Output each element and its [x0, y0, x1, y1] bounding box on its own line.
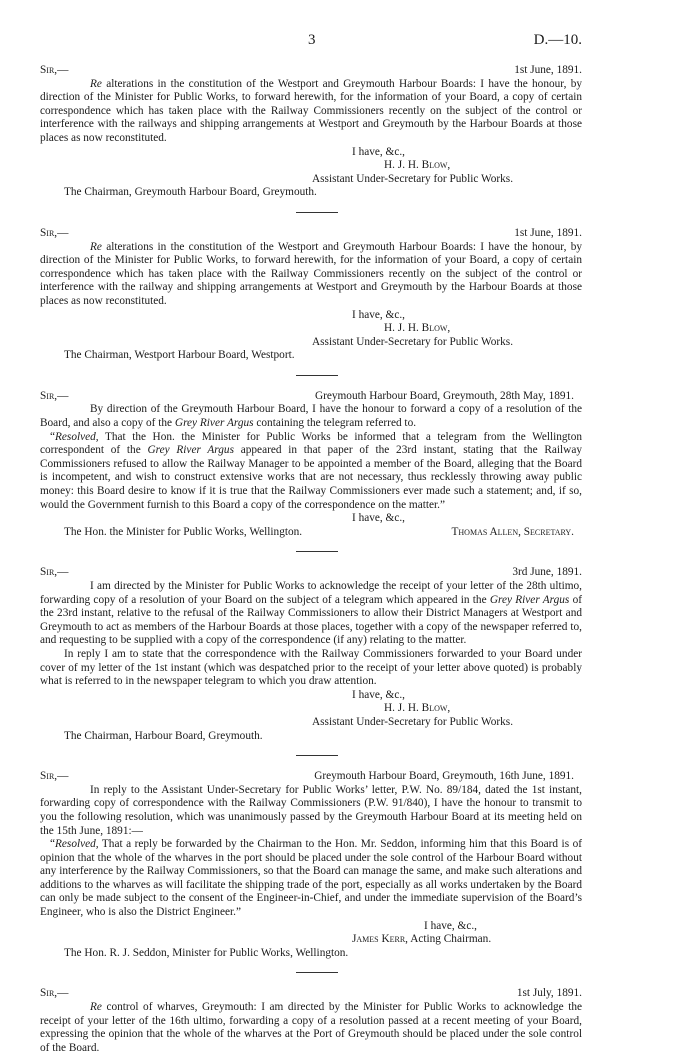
addressee-signature-line — [40, 526, 582, 540]
signature: H. J. H. Blow, — [384, 322, 451, 335]
letter-1 — [40, 64, 582, 200]
letter-body-text: alterations in the constitution of the Westport and Greymouth Harbour Boards: I have the honour, by direction of the Minister for Public Works, to forward herewith, for the information of your Board, a copy of certain correspondence which has taken place with the Railway Commissioners recently on the subject of the control or interference with the railways and shipping arrangements at Westport and Greymouth by the Harbour Boards at those places as now reconstituted. — [40, 77, 582, 144]
page-number: 3 — [308, 32, 316, 48]
salutation: Sir,— — [40, 566, 69, 579]
letter-body-text: In reply I am to state that the correspondence with the Railway Commissioners forwarded to your Board under cover of my letter of the 1st instant (which was despatched prior to the receipt of your letter above quoted) is probably what is referred to in the newspaper telegram to which you draw attention. — [40, 647, 582, 688]
letter-date: 1st June, 1891. — [514, 64, 582, 76]
letter-date: 1st July, 1891. — [516, 987, 582, 1000]
addressee: The Chairman, Greymouth Harbour Board, Greymouth. — [64, 186, 317, 199]
letter-3 — [40, 390, 582, 540]
letter-2 — [40, 227, 582, 363]
signature-role: Acting Chairman. — [408, 933, 492, 946]
letter-body — [40, 1001, 582, 1055]
closing: I have, &c., — [352, 145, 406, 158]
letter-body-text: I am directed by the Minister for Public Works to acknowledge the receipt of your letter of the 28th ultimo, forwarding copy of a resolution of your Board on the subject of a telegram which appeared in the — [40, 580, 582, 606]
signature: H. J. H. Blow, — [384, 159, 451, 172]
re-label: Re — [90, 1001, 102, 1014]
closing: I have, &c., — [352, 688, 406, 701]
quote-text: That a reply be forwarded by the Chairman to the Hon. Mr. Seddon, informing him that this Board is of opinion that the whole of the wharves in the port should be placed under the sole control of the Harbour Board without any interference by the Railway Commissioners, so that the Board can manage the same, and make such alterations and additions to the wharves as will facilitate the shipping trade of the port, especially as all works undertaken by the Board can only be made subject to the consent of the Engineer-in-Chief, and under the immediate supervision of the Board’s Engineer, who is also the District Engineer.” — [40, 838, 582, 919]
letter-body — [40, 580, 582, 648]
salutation: Sir,— — [40, 987, 69, 1000]
closing: I have, &c., — [424, 919, 478, 932]
letter-body-text: control of wharves, Greymouth: I am directed by the Minister for Public Works to acknowledge the receipt of your letter of the 16th ultimo, forwarding a copy of a resolution passed at a recent meeting of your Board, expressing the opinion that the whole of the wharves at the Port of Greymouth should be placed under the sole control of the Board. — [40, 1001, 582, 1054]
signature-title: Assistant Under-Secretary for Public Works. — [312, 172, 514, 185]
page-header — [0, 34, 700, 50]
signature-title: Assistant Under-Secretary for Public Works. — [312, 715, 514, 728]
letter-4 — [40, 566, 582, 743]
salutation: Sir,— — [40, 226, 69, 239]
quote-text: appeared in that paper of the 23rd instant, stating that the Railway Commissioners refused to allow the Railway Manager to be appointed a member of the Board, alleging that the Board is incompetent, and wish to construct extensive works that are not necessary, thus recklessly throwing away public money: this Board desire to know if it is true that the Railway Commissioners ever made such a statement; and, if so, would the Government furnish to this Board a copy of the correspondence on the matter.” — [40, 444, 582, 511]
letter-body-text: alterations in the constitution of the Westport and Greymouth Harbour Boards: I have the honour, by direction of the Minister for Public Works, to forward herewith, for the information of your Board, a copy of certain correspondence which has taken place with the Railway Commissioners recently on the subject of the control or interference with the railway and shipping arrangements at Westport and Greymouth by the Harbour Boards at those places as now reconstituted. — [40, 240, 582, 307]
letter-body-text: containing the telegram referred to. — [253, 417, 417, 430]
resolution-quote: “Resolved, That the Hon. the Minister for Public Works be informed that a telegram from the Wellington correspondent of the Grey River Argus appeared in that paper of the 23rd instant, stating that the Railway Commissioners refused to allow the Railway Manager to be appointed a member of the Board, alleging that the Board is incompetent, and wish to construct extensive works that are not necessary, thus recklessly throwing away public money: this Board desire to know if it is true that the Railway Commissioners ever made such a statement; and, if so, would the Government furnish to this Board a copy of the correspondence on the matter.” — [40, 430, 582, 511]
resolved-label: Resolved, — [55, 838, 99, 851]
addressee: The Chairman, Westport Harbour Board, Westport. — [64, 349, 295, 362]
letter-date: 3rd June, 1891. — [512, 566, 582, 579]
addressee: The Chairman, Harbour Board, Greymouth. — [64, 729, 263, 742]
newspaper-title: Grey River Argus — [174, 417, 254, 430]
newspaper-title: Grey River Argus — [489, 593, 570, 606]
section-divider — [296, 375, 338, 376]
signature: H. J. H. Blow, — [384, 702, 451, 715]
letter-body — [40, 648, 582, 689]
document-body — [40, 64, 582, 1055]
letter-date: 1st June, 1891. — [514, 226, 582, 239]
addressee: The Hon. R. J. Seddon, Minister for Public Works, Wellington. — [64, 946, 349, 959]
section-divider — [296, 972, 338, 973]
letter-body — [40, 403, 582, 430]
signature — [40, 933, 582, 947]
closing: I have, &c., — [352, 512, 406, 525]
signature-name: James Kerr, — [352, 933, 408, 946]
signature: Thomas Allen, Secretary. — [451, 525, 574, 538]
document-series-code: D.—10. — [533, 32, 582, 48]
signature-title: Assistant Under-Secretary for Public Works. — [312, 335, 514, 348]
letter-body-text: of the 23rd instant, relative to the refusal of the Railway Commissioners to allow their District Managers at Westport and Greymouth to act as members of the Harbour Boards at those places, together with a copy of the newspaper referred to, and requesting to be supplied with a copy of the correspondence (if any) relating to the matter. — [40, 593, 582, 647]
closing: I have, &c., — [352, 308, 406, 321]
section-divider — [296, 212, 338, 213]
salutation: Sir,— — [40, 389, 69, 402]
letter-date: Greymouth Harbour Board, Greymouth, 16th June, 1891. — [314, 770, 574, 783]
section-divider — [296, 551, 338, 552]
quote-text: That the Hon. the Minister for Public Works be informed that a telegram from the Wellington correspondent of the — [40, 430, 582, 457]
letter-body: In reply to the Assistant Under-Secretary for Public Works’ letter, P.W. No. 89/184, dated the 1st instant, forwarding copy of correspondence with the Railway Commissioners (P.W. 91/840), I have the honour to transmit to you the following resolution, which was unanimously passed by the Greymouth Harbour Board at its meeting held on the 15th June, 1891:— — [40, 783, 582, 837]
letter-5 — [40, 770, 582, 960]
letter-6 — [40, 987, 582, 1055]
addressee: The Hon. the Minister for Public Works, Wellington. — [64, 525, 303, 538]
salutation: Sir,— — [40, 64, 69, 76]
letter-body: Re alterations in the constitution of the Westport and Greymouth Harbour Boards: I have the honour, by direction of the Minister for Public Works, to forward herewith, for the information of your Board, a copy of certain correspondence which has taken place with the Railway Commissioners recently on the subject of the control or interference with the railway and shipping arrangements at Westport and Greymouth by the Harbour Boards at those places as now reconstituted. — [40, 240, 582, 307]
salutation: Sir,— — [40, 770, 69, 783]
letter-date: Greymouth Harbour Board, Greymouth, 28th May, 1891. — [314, 389, 574, 402]
section-divider — [296, 755, 338, 756]
resolved-label: Resolved, — [55, 430, 99, 443]
newspaper-title: Grey River Argus — [147, 444, 234, 457]
resolution-quote: “Resolved, That a reply be forwarded by the Chairman to the Hon. Mr. Seddon, informing him that this Board is of opinion that the whole of the wharves in the port should be placed under the sole control of the Harbour Board without any interference by the Railway Commissioners, so that the Board can manage the same, and make such alterations and additions to the wharves as will facilitate the shipping trade of the port, especially as all works undertaken by the Board can only be made subject to the consent of the Engineer-in-Chief, and under the immediate supervision of the Board’s Engineer, who is also the District Engineer.” — [40, 838, 582, 919]
letter-body-text: By direction of the Greymouth Harbour Board, I have the honour to forward a copy of a resolution of the Board, and also a copy of the — [40, 403, 582, 430]
letter-body: Re alterations in the constitution of the Westport and Greymouth Harbour Boards: I have the honour, by direction of the Minister for Public Works, to forward herewith, for the information of your Board, a copy of certain correspondence which has taken place with the Railway Commissioners recently on the subject of the control or interference with the railways and shipping arrangements at Westport and Greymouth by the Harbour Boards at those places as now reconstituted. — [40, 77, 582, 144]
